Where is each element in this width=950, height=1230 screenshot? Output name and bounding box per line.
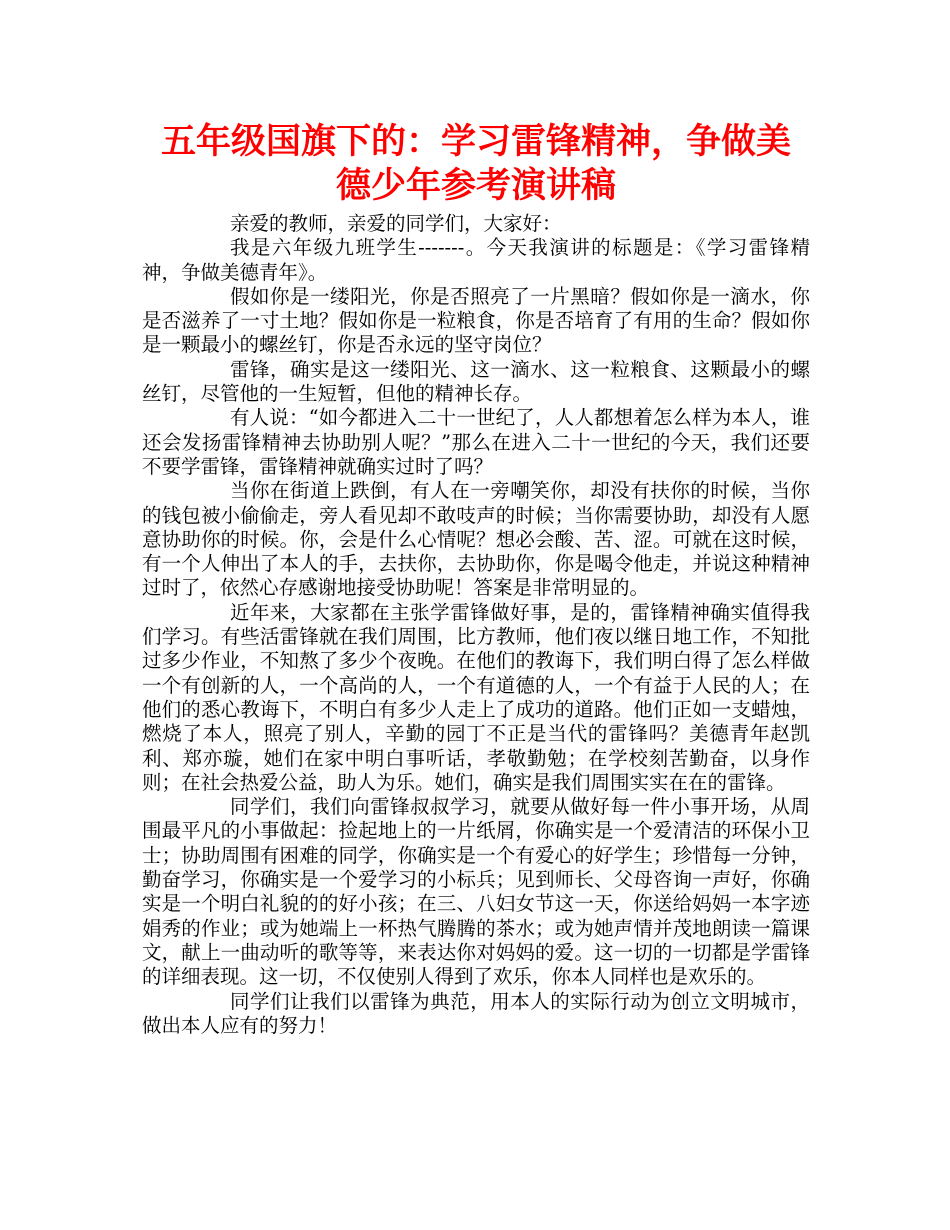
paragraph-greeting: 亲爱的教师，亲爱的同学们，大家好： <box>230 212 562 235</box>
paragraph: 同学们，我们向雷锋叔叔学习，就要从做好每一件小事开场，从周围最平凡的小事做起：捡起地上的一片纸屑，你确实是一个爱清洁的环保小卫士；协助周围有困难的同学，你确实是一个有爱心的好学生；珍惜每一分钟，勤奋学习，你确实是一个爱学习的小标兵；见到师长、父母咨询一声好，你确实是一个明白礼貌的的好小孩；在三、八妇女节这一天，你送给妈妈一本字迹娟秀的作业；或为她端上一杯热气腾腾的茶水；或为她声情并茂地朗读一篇课文，献上一曲动听的歌等等，来表达你对妈妈的爱。这一切的一切都是学雷锋的详细表现。这一切，不仅使别人得到了欢乐，你本人同样也是欢乐的。 <box>142 795 810 989</box>
title-line-1: 五年级国旗下的：学习雷锋精神，争做美 <box>160 122 791 162</box>
paragraph-intro: 我是六年级九班学生-------。今天我演讲的标题是：《学习雷锋精神，争做美德青年》。 <box>142 236 810 284</box>
document-title <box>142 120 810 208</box>
paragraph: 近年来，大家都在主张学雷锋做好事，是的，雷锋精神确实值得我们学习。有些活雷锋就在我们周围，比方教师，他们夜以继日地工作，不知批过多少作业，不知熬了多少个夜晚。在他们的教诲下，我们明白得了怎么样做一个有创新的人，一个高尚的人，一个有道德的人，一个有益于人民的人；在他们的悉心教诲下，不明白有多少人走上了成功的道路。他们正如一支蜡烛，燃烧了本人，照亮了别人，辛勤的园丁不正是当代的雷锋吗？美德青年赵凯利、郑亦璇，她们在家中明白事听话，孝敬勤勉；在学校刻苦勤奋，以身作则；在社会热爱公益，助人为乐。她们，确实是我们周围实实在在的雷锋。 <box>142 600 810 794</box>
paragraph: 当你在街道上跌倒，有人在一旁嘲笑你，却没有扶你的时候，当你的钱包被小偷偷走，旁人看见却不敢吱声的时候；当你需要协助，却没有人愿意协助你的时候。你，会是什么心情呢？想必会酸、苦、涩。可就在这时候，有一个人伸出了本人的手，去扶你，去协助你，你是喝令他走，并说这种精神过时了，依然心存感谢地接受协助呢！答案是非常明显的。 <box>142 479 810 600</box>
paragraph: 假如你是一缕阳光，你是否照亮了一片黑暗？假如你是一滴水，你是否滋养了一寸土地？假如你是一粒粮食，你是否培育了有用的生命？假如你是一颗最小的螺丝钉，你是否永远的坚守岗位？ <box>142 284 810 357</box>
paragraph-closing: 同学们让我们以雷锋为典范，用本人的实际行动为创立文明城市，做出本人应有的努力！ <box>142 989 810 1037</box>
title-line-2: 德少年参考演讲稿 <box>335 166 616 206</box>
paragraph: 雷锋，确实是这一缕阳光、这一滴水、这一粒粮食、这颗最小的螺丝钉，尽管他的一生短暂，但他的精神长存。 <box>142 357 810 406</box>
paragraph: 有人说：“如今都进入二十一世纪了，人人都想着怎么样为本人，谁还会发扬雷锋精神去协助别人呢？”那么在进入二十一世纪的今天，我们还要不要学雷锋，雷锋精神就确实过时了吗？ <box>142 406 810 478</box>
document-page <box>142 120 810 1038</box>
document-body <box>142 212 810 1038</box>
